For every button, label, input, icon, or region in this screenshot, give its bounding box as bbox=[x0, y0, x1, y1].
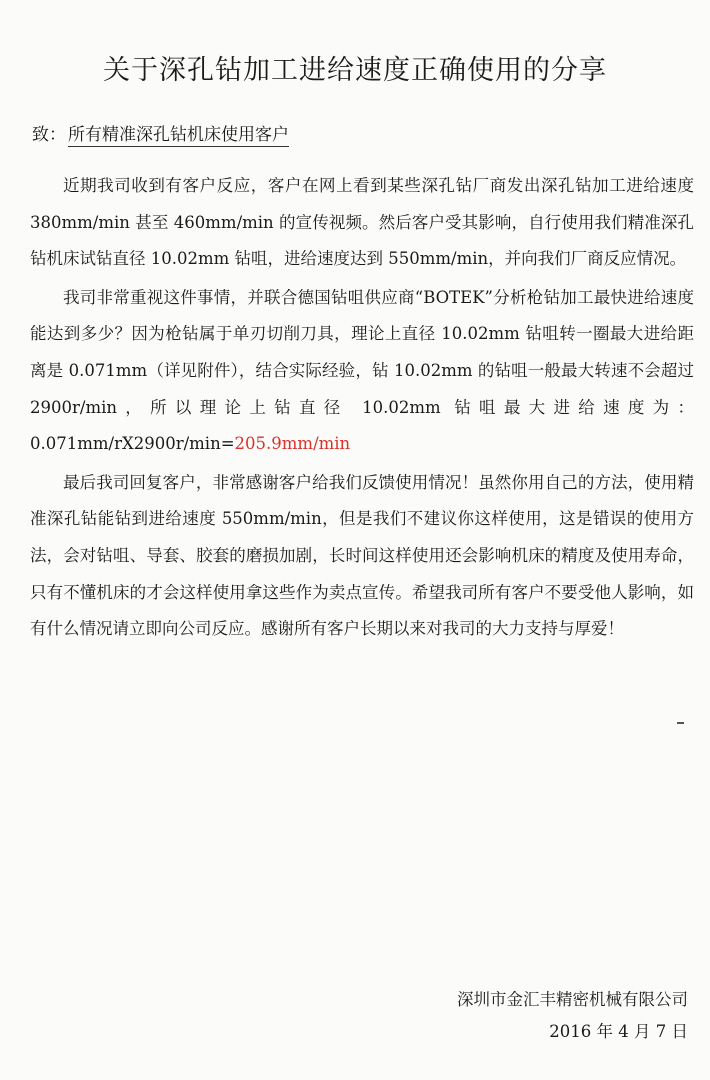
paragraph-3: 最后我司回复客户，非常感谢客户给我们反馈使用情况！虽然你用自己的方法，使用精准深孔钻能钻到进给速度 550mm/min，但是我们不建议你这样使用，这是错误的使用方法，会对钻咀、导套、胶套的磨损加剧，长时间这样使用还会影响机床的精度及使用寿命，只有不懂机床的才会这样使用拿这些作为卖点宣传。希望我司所有客户不要受他人影响，如有什么情况请立即向公司反应。感谢所有客户长期以来对我司的大力支持与厚爱！ bbox=[30, 472, 694, 639]
recipient-line bbox=[32, 121, 289, 149]
paragraph-1: 近期我司收到有客户反应，客户在网上看到某些深孔钻厂商发出深孔钻加工进给速度 380mm/min 甚至 460mm/min 的宣传视频。然后客户受其影响，自行使用我们精准深孔钻机床试钻直径 10.02mm 钻咀，进给速度达到 550mm/min，并向我们厂商反应情况。 bbox=[30, 176, 694, 269]
scan-mark bbox=[677, 722, 684, 724]
paragraph-2 bbox=[30, 280, 694, 463]
recipient-prefix: 致： bbox=[32, 125, 66, 145]
feed-rate-result: 205.9mm/min bbox=[234, 434, 351, 454]
letter-body bbox=[30, 168, 694, 650]
recipient-name: 所有精准深孔钻机床使用客户 bbox=[68, 125, 289, 145]
signature-block bbox=[457, 984, 688, 1048]
company-name: 深圳市金汇丰精密机械有限公司 bbox=[457, 990, 688, 1009]
paragraph-2-text: 我司非常重视这件事情，并联合德国钻咀供应商“BOTEK”分析枪钻加工最快进给速度能达到多少？因为枪钻属于单刃切削刀具，理论上直径 10.02mm 钻咀转一圈最大进给距离是 0.071mm（详见附件），结合实际经验，钻 10.02mm 的钻咀一般最大转速不会超过 2900r/min，所以理论上钻直径 10.02mm 钻咀最大进给速度为：0.071mm/rX2900r/min= bbox=[30, 287, 694, 454]
letter-date: 2016 年 4 月 7 日 bbox=[549, 1022, 688, 1041]
page-title: 关于深孔钻加工进给速度正确使用的分享 bbox=[103, 55, 607, 86]
